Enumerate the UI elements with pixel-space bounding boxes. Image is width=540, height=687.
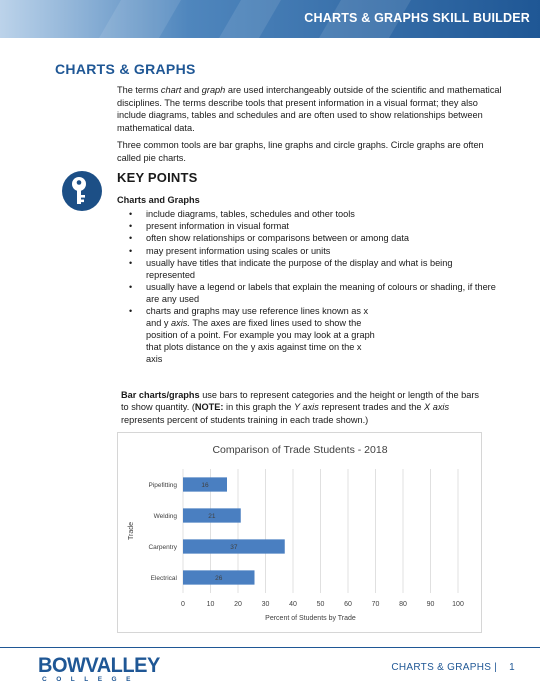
- footer-separator: |: [494, 662, 498, 673]
- section-title: CHARTS & GRAPHS: [55, 61, 196, 77]
- bar-text: represents percent of students training in each trade shown.): [121, 414, 369, 425]
- x-tick-label: 80: [399, 601, 407, 608]
- bar-text: represent trades and the: [318, 402, 425, 413]
- bar-chart: [118, 433, 483, 634]
- intro-text: The terms: [117, 85, 161, 95]
- y-tick-label: Welding: [153, 513, 177, 520]
- x-tick-label: 30: [261, 601, 270, 608]
- chart-title: Comparison of Trade Students - 2018: [212, 444, 388, 456]
- y-axis-term: Y axis: [293, 402, 319, 413]
- list-item-text: present information in visual format: [146, 221, 289, 232]
- list-item: [117, 232, 502, 244]
- footer-page-info: [391, 662, 515, 673]
- x-tick-label: 0: [181, 601, 185, 608]
- x-tick-label: 50: [316, 601, 325, 608]
- x-tick-label: 40: [289, 601, 297, 608]
- header-facet: [219, 0, 281, 38]
- key-points-subheading: Charts and Graphs: [117, 195, 200, 205]
- header-banner: [0, 0, 540, 38]
- header-title: CHARTS & GRAPHS SKILL BUILDER: [304, 11, 530, 25]
- list-item-text: usually have a legend or labels that explain the meaning of colours or shading, if there are any used: [146, 281, 496, 304]
- list-item: [117, 305, 502, 365]
- key-points-list: [117, 208, 502, 365]
- axis-term: axis.: [171, 318, 190, 329]
- x-axis-label: Percent of Students by Trade: [265, 615, 356, 622]
- intro-text: and: [181, 85, 202, 95]
- key-icon: [62, 171, 102, 211]
- list-item: [117, 208, 502, 220]
- x-tick-label: 100: [452, 601, 464, 608]
- bar-charts-term: Bar charts/graphs: [121, 390, 200, 400]
- list-item-text: [146, 305, 376, 365]
- x-axis-term: X axis: [424, 402, 450, 413]
- college-logo: [38, 655, 160, 683]
- chart-frame: [117, 432, 482, 633]
- page-number: 1: [509, 662, 515, 673]
- intro-paragraph: [117, 84, 507, 135]
- key-points-title: KEY POINTS: [117, 170, 198, 185]
- list-item-text: often show relationships or comparisons between or among data: [146, 233, 410, 244]
- bar-text: in this graph the: [223, 402, 294, 413]
- data-label: 21: [208, 513, 216, 520]
- bar-text: use bars to represent categories and the height or length of the bars to show quantity. (: [121, 390, 480, 413]
- data-label: 26: [215, 575, 223, 582]
- x-tick-label: 20: [234, 601, 242, 608]
- x-tick-label: 10: [206, 601, 215, 608]
- list-item-text: usually have titles that indicate the purpose of the display and what is being represented: [146, 257, 453, 280]
- term-chart: chart: [160, 85, 182, 95]
- x-tick-label: 90: [426, 601, 435, 608]
- common-tools-paragraph: Three common tools are bar graphs, line graphs and circle graphs. Circle graphs are often called pie charts.: [117, 140, 484, 163]
- y-tick-label: Carpentry: [148, 544, 177, 551]
- axis-text: charts and graphs may use reference lines known as x and y: [146, 306, 369, 329]
- term-graph: graph: [201, 85, 226, 95]
- x-tick-label: 60: [344, 601, 352, 608]
- bar-chart-paragraph: [121, 389, 486, 426]
- data-label: 37: [230, 544, 238, 551]
- y-axis-label: Trade: [128, 521, 135, 541]
- footer-divider: [0, 647, 540, 648]
- list-item: [117, 245, 502, 257]
- list-item: [117, 220, 502, 232]
- intro-text: are used interchangeably outside of the scientific and mathematical disciplines. The terms describe tools that present information in a visual format; they also include diagrams, tables and schedules and are often used to show relationships between mathematical data.: [117, 85, 502, 134]
- list-item: [117, 281, 502, 305]
- logo-sub: COLLEGE: [42, 676, 140, 683]
- list-item-text: may present information using scales or units: [146, 245, 331, 256]
- logo-main: BOWVALLEY: [38, 653, 160, 678]
- y-tick-label: Electrical: [150, 575, 177, 582]
- data-label: 16: [201, 482, 209, 489]
- x-tick-label: 70: [371, 601, 380, 608]
- axis-text: The axes are fixed lines used to show the position of a point. For example you may look at a graph that plots distance on the y axis against time on the x axis: [146, 318, 375, 365]
- list-item: [117, 257, 502, 281]
- y-tick-label: Pipefitting: [148, 482, 177, 489]
- footer-section-label: CHARTS & GRAPHS: [391, 662, 492, 673]
- note-label: NOTE:: [194, 402, 224, 413]
- list-item-text: include diagrams, tables, schedules and other tools: [146, 209, 355, 219]
- header-facet: [99, 0, 181, 38]
